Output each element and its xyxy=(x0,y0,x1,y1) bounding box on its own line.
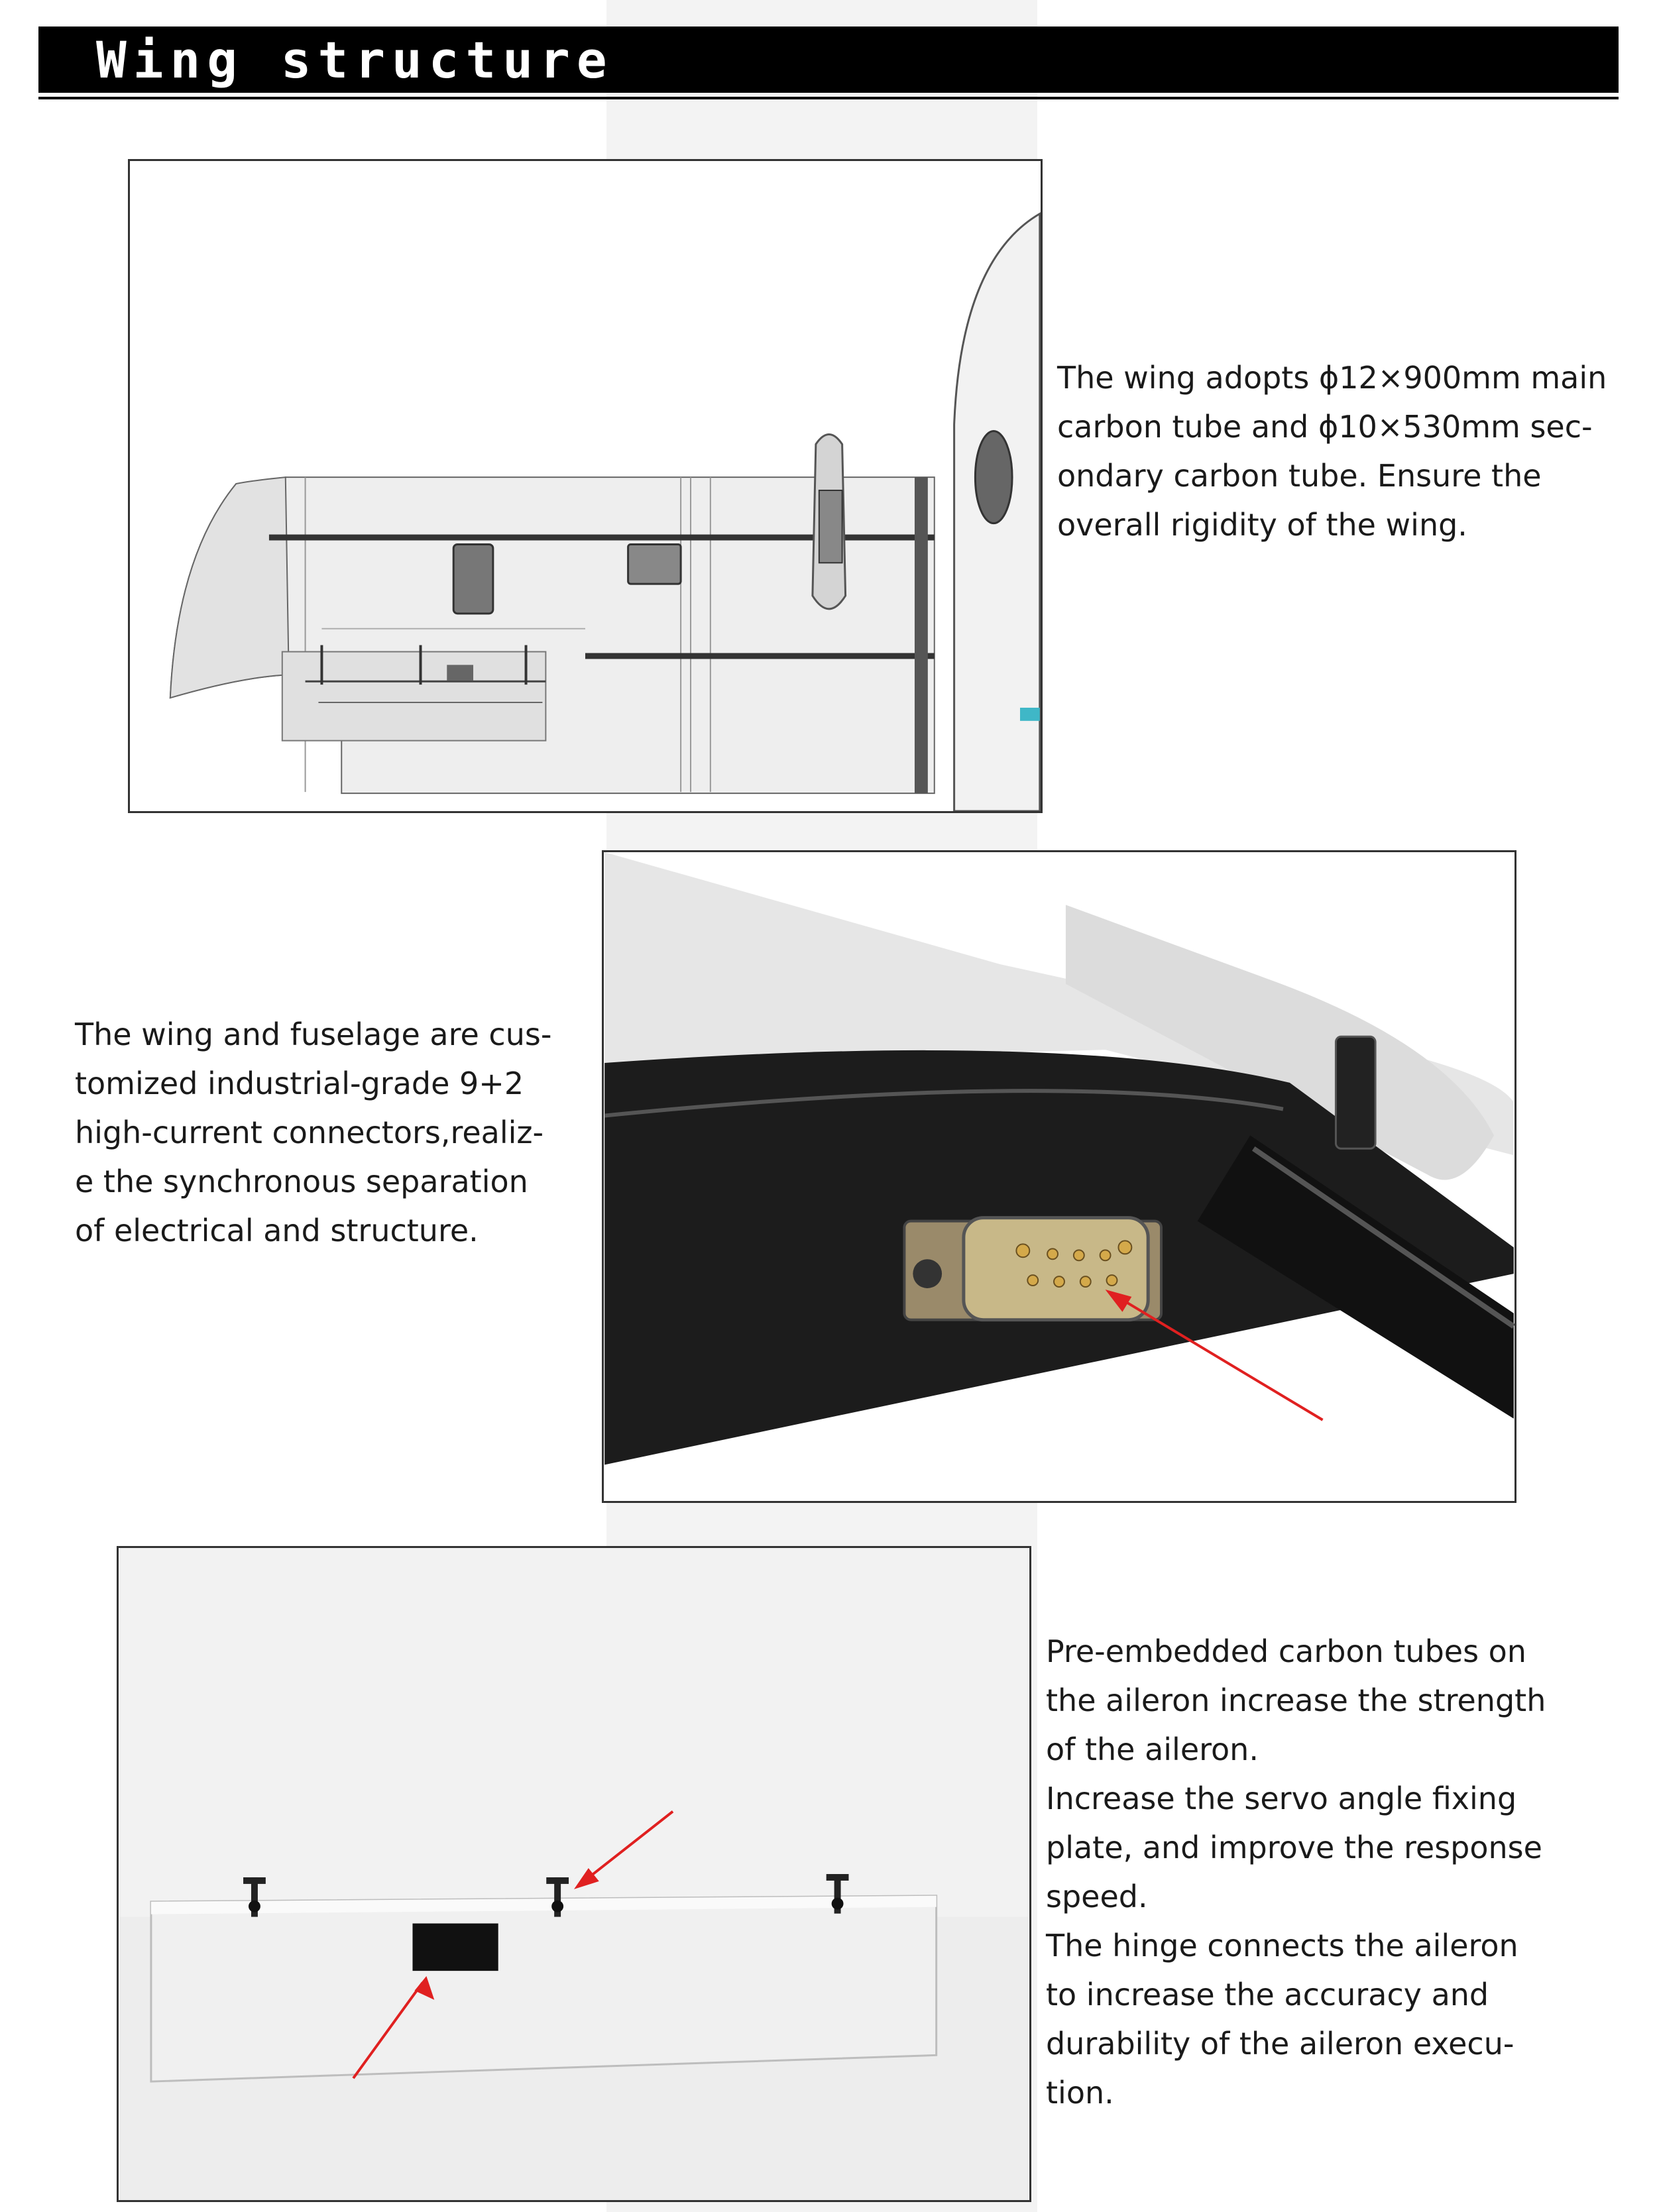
caption-line: the aileron increase the strength xyxy=(1046,1683,1546,1718)
caption-line: Pre-embedded carbon tubes on xyxy=(1046,1633,1526,1669)
caption-line: e the synchronous separation xyxy=(75,1164,528,1199)
caption-line: of the aileron. xyxy=(1046,1732,1259,1767)
caption-line: tomized industrial-grade 9+2 xyxy=(75,1066,524,1101)
connector-photo xyxy=(602,850,1516,1503)
section-title: Wing structure xyxy=(96,30,614,89)
caption-line: speed. xyxy=(1046,1879,1148,1914)
caption-line: high-current connectors,realiz- xyxy=(75,1115,544,1150)
caption-line: The wing adopts ϕ12×900mm main xyxy=(1057,360,1607,396)
wing-cad-drawing xyxy=(128,159,1043,813)
connector-caption xyxy=(75,1010,551,1255)
caption-line: Increase the servo angle fixing xyxy=(1046,1781,1517,1816)
caption-line: durability of the aileron execu- xyxy=(1046,2026,1514,2062)
caption-line: carbon tube and ϕ10×530mm sec- xyxy=(1057,409,1593,445)
caption-line: The hinge connects the aileron xyxy=(1046,1928,1518,1963)
caption-line: overall rigidity of the wing. xyxy=(1057,507,1467,543)
wing-spar-caption xyxy=(1057,353,1607,549)
aileron-photo xyxy=(117,1546,1031,2202)
caption-line: The wing and fuselage are cus- xyxy=(75,1017,552,1052)
caption-line: of electrical and structure. xyxy=(75,1213,479,1248)
caption-line: plate, and improve the response xyxy=(1046,1830,1542,1865)
caption-line: tion. xyxy=(1046,2075,1114,2111)
caption-line: to increase the accuracy and xyxy=(1046,1977,1489,2013)
aileron-caption xyxy=(1046,1627,1546,2117)
caption-line: ondary carbon tube. Ensure the xyxy=(1057,458,1542,494)
header-underline xyxy=(38,97,1619,99)
